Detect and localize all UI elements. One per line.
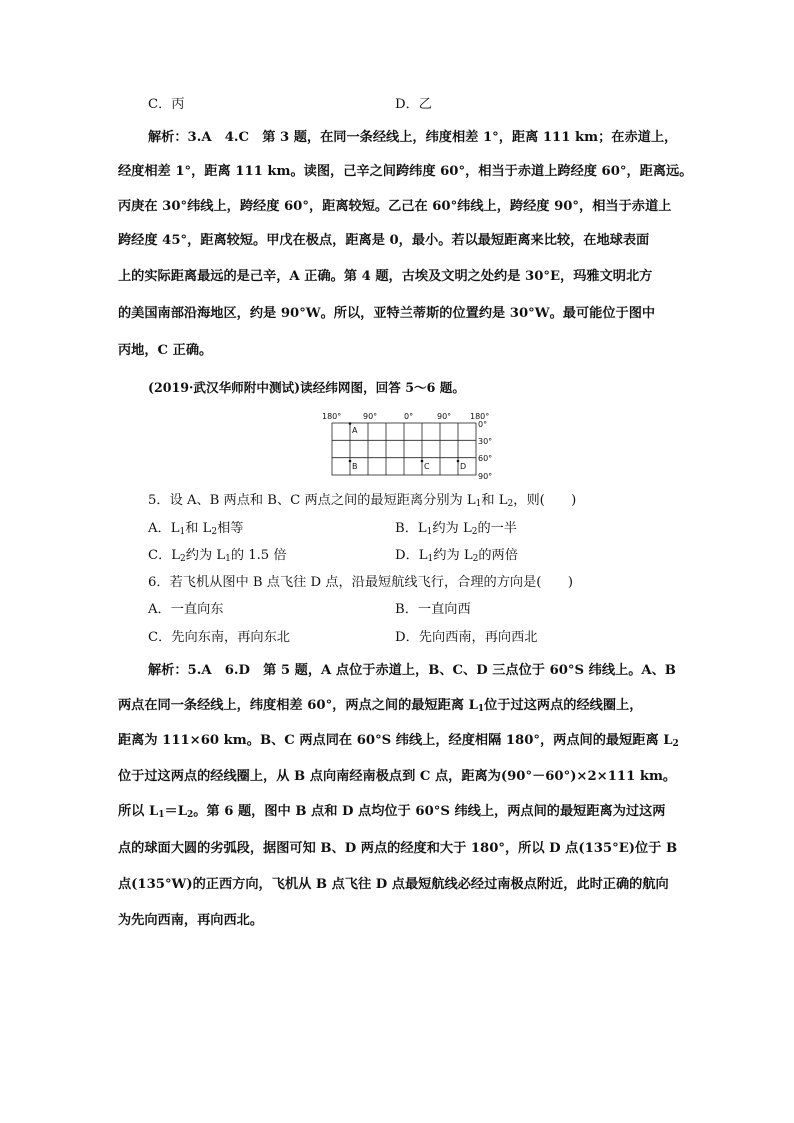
- analysis-5-6-line-7: 点(135°W)的正西方向，飞机从 B 点飞往 D 点最短航线必经过南极点附近，此时正确的航向: [118, 877, 669, 892]
- right-label-3: 90°: [478, 472, 493, 481]
- analysis-3-4-line-1: 解析：3.A 4.C 第 3 题，在同一条经线上，纬度相差 1°，距离 111 km；在赤道上，: [148, 130, 678, 145]
- analysis-5-6-line-5: 所以 $L_1=L_2$。第 6 题，图中 B 点和 D 点均位于 60°S 纬线上，两点间的最短距离为过这两: [118, 804, 666, 820]
- question-6-option-b[interactable]: B．一直向西: [395, 602, 471, 617]
- analysis-3-4-line-7: 丙地，C 正确。: [118, 343, 213, 358]
- point-d-label: D: [460, 462, 467, 471]
- point-a-label: A: [352, 426, 358, 435]
- analysis-5-6-line-1: 解析：5.A 6.D 第 5 题，A 点位于赤道上，B、C、D 三点位于 60°S 纬线上。A、B: [148, 663, 676, 678]
- question-5-stem: 5．设 A、B 两点和 B、C 两点之间的最短距离分别为 $L_1$和 $L_2$，则( ): [148, 493, 577, 509]
- question-6-option-c[interactable]: C．先向东南，再向东北: [148, 630, 290, 645]
- analysis-3-4-line-4: 跨经度 45°，距离较短。甲戊在极点，距离是 0，最小。若以最短距离来比较，在地球表面: [118, 233, 650, 248]
- analysis-3-4-line-6: 的美国南部沿海地区，约是 90°W。所以，亚特兰蒂斯的位置约是 30°W。最可能位于图中: [118, 306, 656, 321]
- right-label-0: 0°: [478, 420, 488, 429]
- lat-long-grid-figure: [318, 409, 498, 481]
- option-d-prev: D．乙: [395, 97, 432, 112]
- point-b-label: B: [352, 462, 358, 471]
- analysis-3-4-line-3: 丙庚在 30°纬线上，跨经度 60°，距离较短。乙己在 60°纬线上，跨经度 90°，相当于赤道上: [118, 199, 672, 214]
- question-5-option-b[interactable]: B．$L_1$约为 $L_2$的一半: [395, 521, 517, 537]
- analysis-5-6-line-4: 位于过这两点的经线圈上，从 B 点向南经南极点到 C 点，距离为(90°－60°)×2×111 km。: [118, 769, 677, 784]
- top-label-0: 180°: [322, 412, 342, 421]
- top-label-4: 180°: [470, 412, 490, 421]
- point-b-dot: [349, 460, 352, 463]
- grid-svg: [318, 409, 498, 481]
- question-source: (2019·武汉华师附中测试)读经纬网图，回答 5～6 题。: [148, 380, 465, 395]
- right-label-2: 60°: [478, 454, 493, 463]
- analysis-3-4-line-2: 经度相差 1°，距离 111 km。读图，己辛之间跨纬度 60°，相当于赤道上跨经度 60°，距离远。: [118, 164, 693, 179]
- question-5-option-a[interactable]: A．$L_1$和 $L_2$相等: [148, 521, 244, 537]
- analysis-5-6-line-3: 距离为 111×60 km。B、C 两点同在 60°S 纬线上，经度相隔 180°，两点间的最短距离 $L_2$: [118, 733, 679, 749]
- analysis-3-4-line-5: 上的实际距离最远的是己辛，A 正确。第 4 题，古埃及文明之处约是 30°E，玛雅文明北方: [118, 269, 653, 284]
- point-c-dot: [421, 460, 424, 463]
- analysis-5-6-line-6: 点的球面大圆的劣弧段，据图可知 B、D 两点的经度和大于 180°，所以 D 点(135°E)位于 B: [118, 841, 678, 856]
- point-a-dot: [349, 422, 352, 425]
- analysis-5-6-line-8: 为先向西南，再向西北。: [118, 913, 264, 928]
- analysis-5-6-line-2: 两点在同一条经线上，纬度相差 60°，两点之间的最短距离 $L_1$位于过这两点的经线圈上，: [118, 698, 643, 714]
- question-6-option-d[interactable]: D．先向西南，再向西北: [395, 630, 538, 645]
- question-5-option-c[interactable]: C．$L_2$约为 $L_1$的 1.5 倍: [148, 548, 287, 564]
- question-6-stem: 6．若飞机从图中 B 点飞往 D 点，沿最短航线飞行，合理的方向是( ): [148, 575, 573, 590]
- question-5-option-d[interactable]: D．$L_1$约为 $L_2$的两倍: [395, 548, 518, 564]
- top-label-3: 90°: [437, 412, 452, 421]
- point-d-dot: [457, 460, 460, 463]
- top-label-1: 90°: [363, 412, 378, 421]
- question-6-option-a[interactable]: A．一直向东: [148, 602, 224, 617]
- right-label-1: 30°: [478, 437, 493, 446]
- top-label-2: 0°: [404, 412, 414, 421]
- point-c-label: C: [424, 462, 430, 471]
- option-c-prev: C．丙: [148, 97, 185, 112]
